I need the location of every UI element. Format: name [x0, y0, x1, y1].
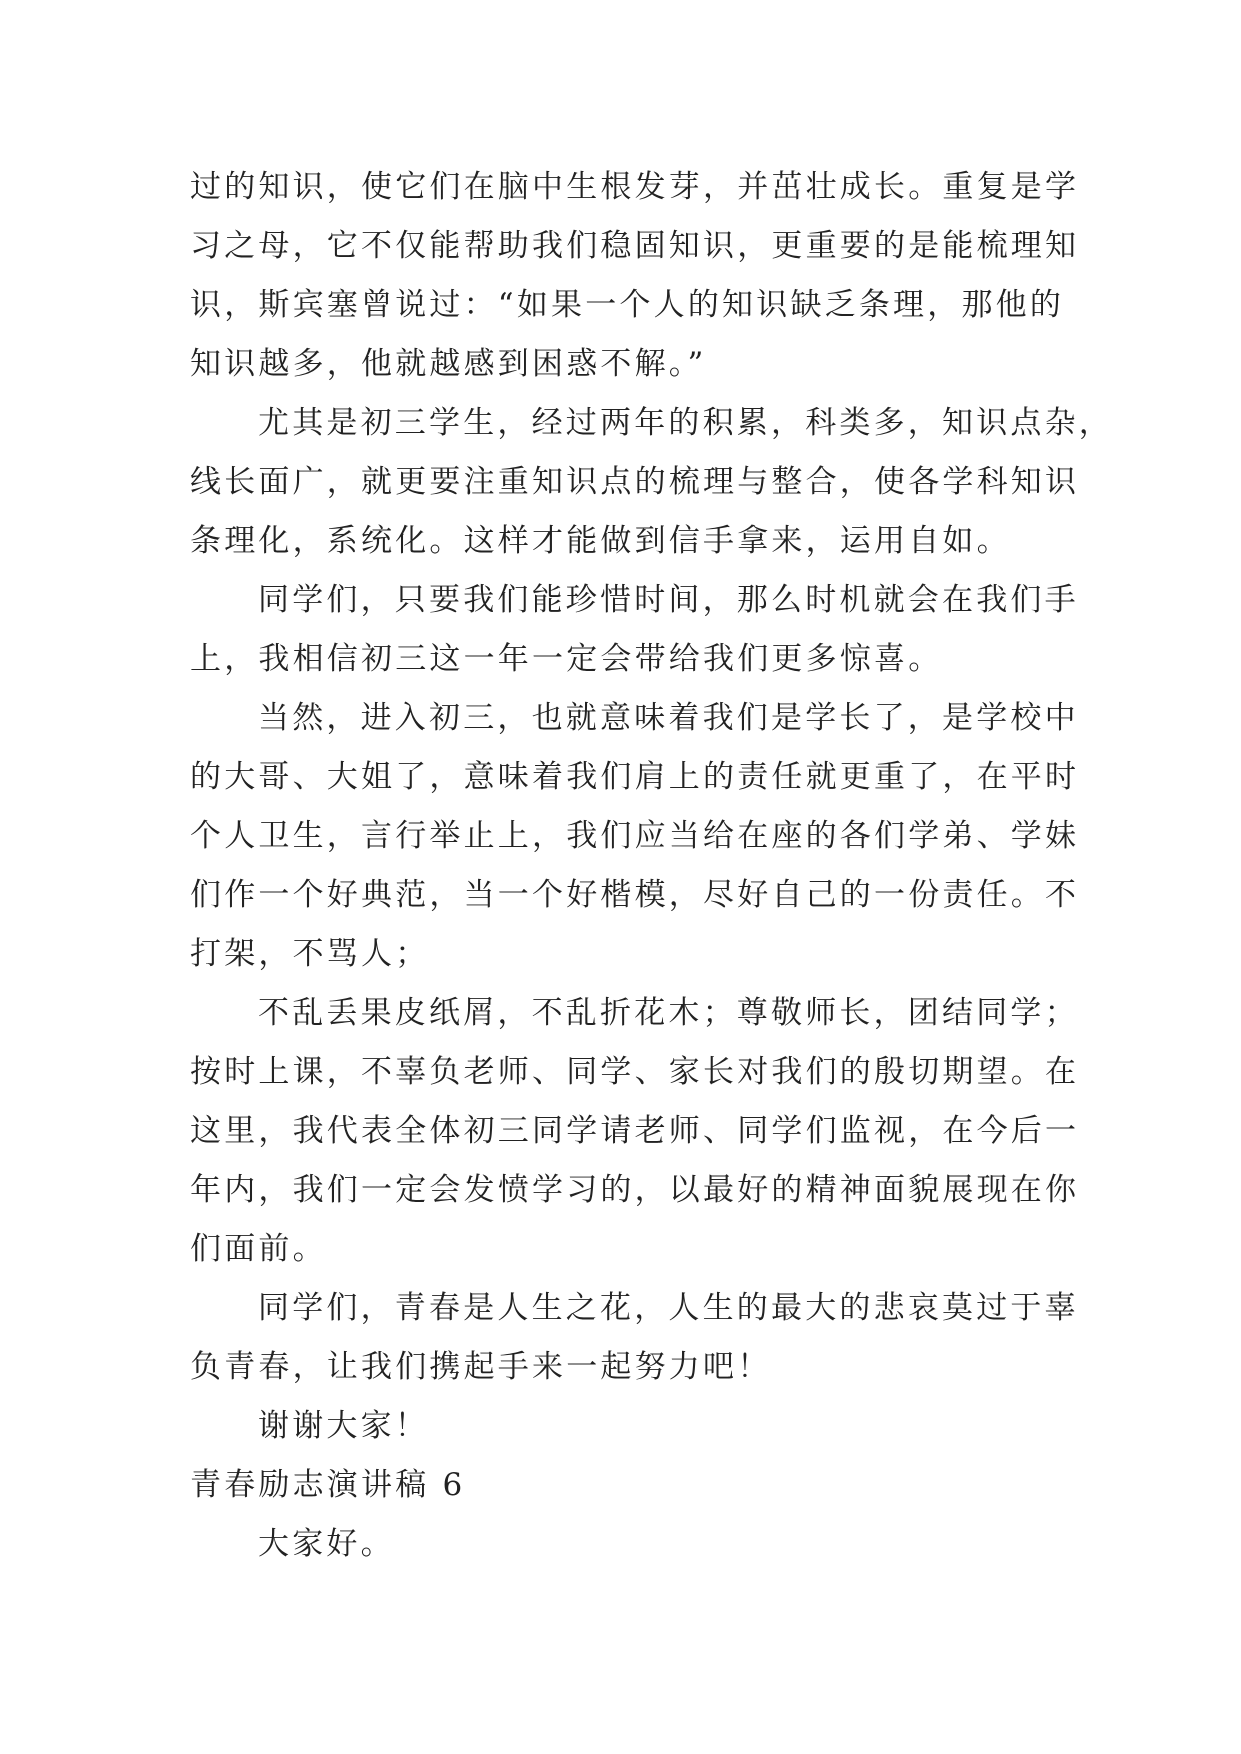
paragraph-start-line: 同学们，青春是人生之花，人生的最大的悲哀莫过于辜 [258, 1290, 1079, 1326]
text-line: 线长面广，就更要注重知识点的梳理与整合，使各学科知识 [190, 464, 1080, 500]
text-line: 年内，我们一定会发愤学习的，以最好的精神面貌展现在你 [190, 1172, 1080, 1208]
text-line: 按时上课，不辜负老师、同学、家长对我们的殷切期望。在 [190, 1054, 1080, 1090]
document-body [190, 158, 1113, 1574]
paragraph-start-line: 同学们，只要我们能珍惜时间，那么时机就会在我们手 [258, 582, 1079, 618]
text-line: 上，我相信初三这一年一定会带给我们更多惊喜。 [190, 641, 943, 677]
paragraph-start-line: 尤其是初三学生，经过两年的积累，科类多，知识点杂， [258, 405, 1113, 441]
text-line: 们面前。 [190, 1231, 327, 1267]
text-line: 个人卫生，言行举止上，我们应当给在座的各们学弟、学妹 [190, 818, 1080, 854]
text-line: 负青春，让我们携起手来一起努力吧！ [190, 1349, 772, 1385]
closing-line: 谢谢大家！ [258, 1408, 429, 1444]
text-line: 习之母，它不仅能帮助我们稳固知识，更重要的是能梳理知 [190, 228, 1080, 264]
paragraph-start-line: 当然，进入初三，也就意味着我们是学长了，是学校中 [258, 700, 1079, 736]
text-line: 过的知识，使它们在脑中生根发芽，并茁壮成长。重复是学 [190, 169, 1080, 205]
text-line: 条理化，系统化。这样才能做到信手拿来，运用自如。 [190, 523, 1011, 559]
text-line: 这里，我代表全体初三同学请老师、同学们监视，在今后一 [190, 1113, 1080, 1149]
text-line: 识，斯宾塞曾说过：“如果一个人的知识缺乏条理，那他的 [190, 287, 1065, 323]
section-heading: 青春励志演讲稿 6 [190, 1467, 466, 1503]
text-line: 们作一个好典范，当一个好楷模，尽好自己的一份责任。不 [190, 877, 1080, 913]
paragraph-start-line: 不乱丢果皮纸屑，不乱折花木；尊敬师长，团结同学； [258, 995, 1079, 1031]
text-line: 的大哥、大姐了，意味着我们肩上的责任就更重了，在平时 [190, 759, 1080, 795]
text-line: 打架，不骂人； [190, 936, 430, 972]
text-line: 知识越多，他就越感到困惑不解。” [190, 346, 707, 382]
greeting-line: 大家好。 [258, 1526, 395, 1562]
